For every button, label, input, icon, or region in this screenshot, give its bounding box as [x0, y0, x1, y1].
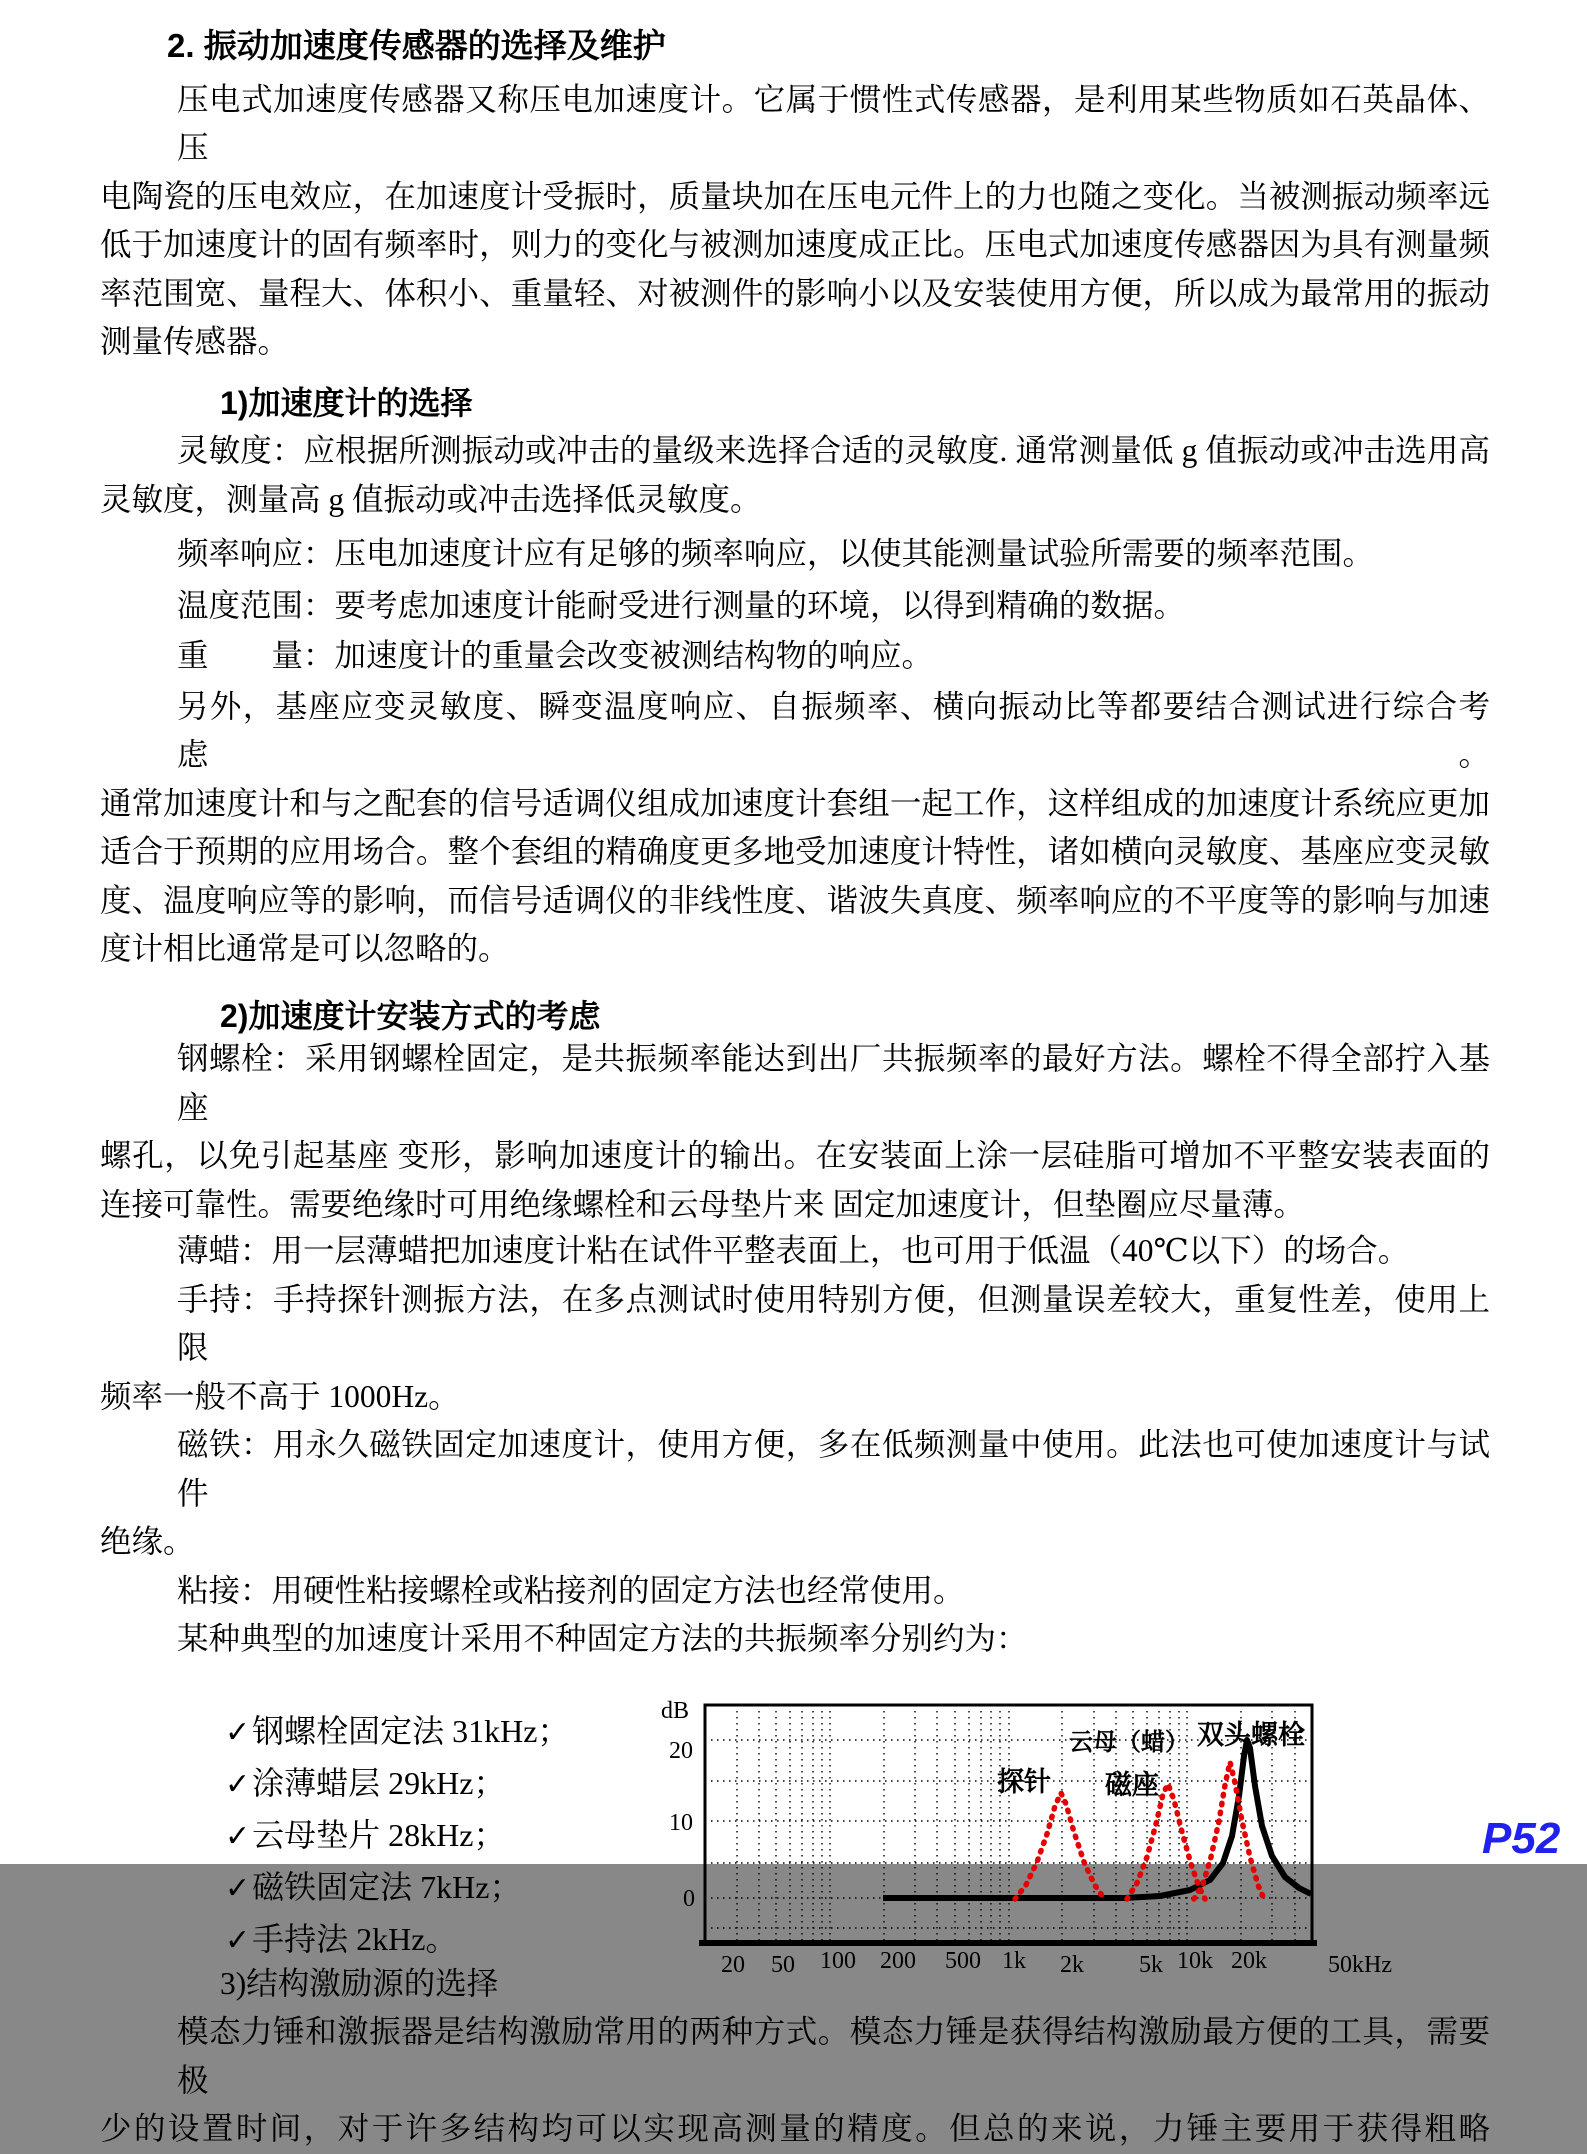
- text-line: 钢螺栓：采用钢螺栓固定，是共振频率能达到出厂共振频率的最好方法。螺栓不得全部拧入基座: [177, 1041, 1490, 1125]
- paragraph-intro: [100, 76, 1490, 367]
- x-tick-label: 10k: [1177, 1947, 1213, 1974]
- text-line: 灵敏度，测量高 g 值振动或冲击选择低灵敏度。: [100, 481, 762, 517]
- paragraph-sensitivity: [100, 427, 1490, 524]
- text-line: 度、温度响应等的影响，而信号适调仪的非线性度、谐波失真度、频率响应的不平度等的影响与加速: [100, 882, 1490, 918]
- text-line: 磁铁：用永久磁铁固定加速度计，使用方便，多在低频测量中使用。此法也可使加速度计与试件: [177, 1427, 1490, 1511]
- y-tick-label: 10: [669, 1809, 693, 1836]
- text-line: 电陶瓷的压电效应，在加速度计受振时，质量块加在压电元件上的力也随之变化。当被测振动频率远: [100, 178, 1490, 214]
- x-tick-label: 50kHz: [1328, 1951, 1392, 1978]
- x-tick-label: 100: [820, 1947, 856, 1974]
- chart-canvas: [645, 1688, 1415, 2000]
- text-line: 绝缘。: [100, 1524, 195, 1559]
- checklist-item-label: 云母垫片 28kHz；: [252, 1816, 506, 1853]
- text-line: 低于加速度计的固有频率时，则力的变化与被测加速度成正比。压电式加速度传感器因为具有测量频: [100, 227, 1490, 262]
- checklist-item-label: 涂薄蜡层 29kHz；: [252, 1764, 506, 1801]
- text-line: 频率响应：压电加速度计应有足够的频率响应，以使其能测量试验所需要的频率范围。: [177, 536, 1375, 571]
- x-tick-label: 5k: [1139, 1951, 1163, 1978]
- checkmark-icon: ✓: [225, 1766, 251, 1802]
- paragraph-handheld: [100, 1276, 1490, 1422]
- resonance-frequency-chart: [645, 1688, 1415, 2000]
- subheading-selection: 1)加速度计的选择: [220, 384, 473, 421]
- figure-row: [100, 1664, 1490, 1978]
- y-tick-label: 20: [669, 1737, 693, 1764]
- text-line: 粘接：用硬性粘接螺栓或粘接剂的固定方法也经常使用。: [177, 1572, 965, 1608]
- text-line: 重 量：加速度计的重量会改变被测结构物的响应。: [177, 638, 934, 673]
- checkmark-icon: ✓: [225, 1922, 251, 1958]
- text-line: 连接可靠性。需要绝缘时可用绝缘螺栓和云母垫片来 固定加速度计，但垫圈应尽量薄。: [100, 1186, 1305, 1222]
- curve-label-mica-wax: 云母（蜡）: [1069, 1728, 1189, 1756]
- curve-probe: [1015, 1793, 1103, 1899]
- subheading-mounting: 2)加速度计安装方式的考虑: [220, 997, 601, 1034]
- curve-label-stud-bolt: 双头螺栓: [1197, 1719, 1305, 1750]
- paragraph-weight: [100, 632, 1490, 681]
- text-line: 薄蜡：用一层薄蜡把加速度计粘在试件平整表面上，也可用于低温（40℃以下）的场合。: [177, 1233, 1410, 1268]
- section-heading: 2. 振动加速度传感器的选择及维护: [167, 27, 666, 64]
- text-line: 另外，基座应变灵敏度、瞬变温度响应、自振频率、横向振动比等都要结合测试进行综合考虑。: [177, 688, 1490, 772]
- y-axis-unit-label: dB: [661, 1697, 690, 1724]
- x-tick-label: 20: [721, 1951, 745, 1978]
- paragraph-other-factors: [100, 683, 1490, 974]
- text-line: 适合于预期的应用场合。整个套组的精确度更多地受加速度计特性，诸如横向灵敏度、基座应变灵敏: [100, 834, 1490, 869]
- paragraph-typical-frequencies: [100, 1615, 1490, 1664]
- paragraph-temperature-range: [100, 582, 1490, 631]
- text-line: 压电式加速度传感器又称压电加速度计。它属于惯性式传感器，是利用某些物质如石英晶体、压: [177, 81, 1490, 165]
- checkmark-icon: ✓: [225, 1714, 251, 1750]
- curve-label-magnet-base: 磁座: [1105, 1769, 1159, 1800]
- x-tick-label: 2k: [1060, 1951, 1084, 1978]
- text-line: 螺孔，以免引起基座 变形，影响加速度计的输出。在安装面上涂一层硅脂可增加不平整安装表面的: [100, 1138, 1490, 1173]
- paragraph-thin-wax: [100, 1227, 1490, 1276]
- text-line: 频率一般不高于 1000Hz。: [100, 1378, 460, 1414]
- text-line: 模态力锤和激振器是结构激励常用的两种方式。模态力锤是获得结构激励最方便的工具，需要极: [177, 2014, 1490, 2098]
- page-number: P52: [1482, 1814, 1561, 1863]
- paragraph-modal-hammer: [100, 2008, 1490, 2154]
- checklist-item-label: 磁铁固定法 7kHz；: [252, 1868, 522, 1905]
- paragraph-magnet: [100, 1421, 1490, 1567]
- text-line: 某种典型的加速度计采用不种固定方法的共振频率分别约为：: [177, 1621, 1028, 1656]
- text-line: 手持：手持探针测振方法，在多点测试时使用特别方便，但测量误差较大，重复性差，使用上限: [177, 1281, 1490, 1365]
- paragraph-adhesive: [100, 1567, 1490, 1616]
- y-tick-label: 0: [683, 1885, 695, 1912]
- text-line: 通常加速度计和与之配套的信号适调仪组成加速度计套组一起工作，这样组成的加速度计系统应更加: [100, 785, 1490, 821]
- x-tick-label: 20k: [1231, 1947, 1267, 1974]
- checklist-item-label: 钢螺栓固定法 31kHz；: [252, 1712, 570, 1749]
- text-line: 温度范围：要考虑加速度计能耐受进行测量的环境，以得到精确的数据。: [177, 587, 1186, 623]
- text-line: 灵敏度：应根据所测振动或冲击的量级来选择合适的灵敏度. 通常测量低 g 值振动或冲击选用高: [177, 433, 1490, 468]
- text-line: 率范围宽、量程大、体积小、重量轻、对被测件的影响小以及安装使用方便，所以成为最常用的振动: [100, 275, 1490, 311]
- paragraph-steel-bolt: [100, 1035, 1490, 1229]
- curve-stud-bolt: [883, 1740, 1311, 1898]
- x-tick-label: 50: [771, 1951, 795, 1978]
- checkmark-icon: ✓: [225, 1818, 251, 1854]
- subheading-excitation-source: 3)结构激励源的选择: [220, 1965, 499, 2001]
- x-tick-label: 1k: [1002, 1947, 1026, 1974]
- text-line: 度计相比通常是可以忽略的。: [100, 931, 510, 966]
- x-tick-label: 200: [880, 1947, 916, 1974]
- curve-magnet-base: [1127, 1784, 1205, 1899]
- text-line: 少的设置时间，对于许多结构均可以实现高测量的精度。但总的来说，力锤主要用于获得粗略: [100, 2111, 1490, 2146]
- checkmark-icon: ✓: [225, 1870, 251, 1906]
- text-line: 测量传感器。: [100, 324, 290, 359]
- checklist-item-label: 手持法 2kHz。: [252, 1920, 458, 1957]
- paragraph-frequency-response: [100, 530, 1490, 579]
- x-tick-label: 500: [945, 1947, 981, 1974]
- curve-label-probe: 探针: [997, 1766, 1051, 1797]
